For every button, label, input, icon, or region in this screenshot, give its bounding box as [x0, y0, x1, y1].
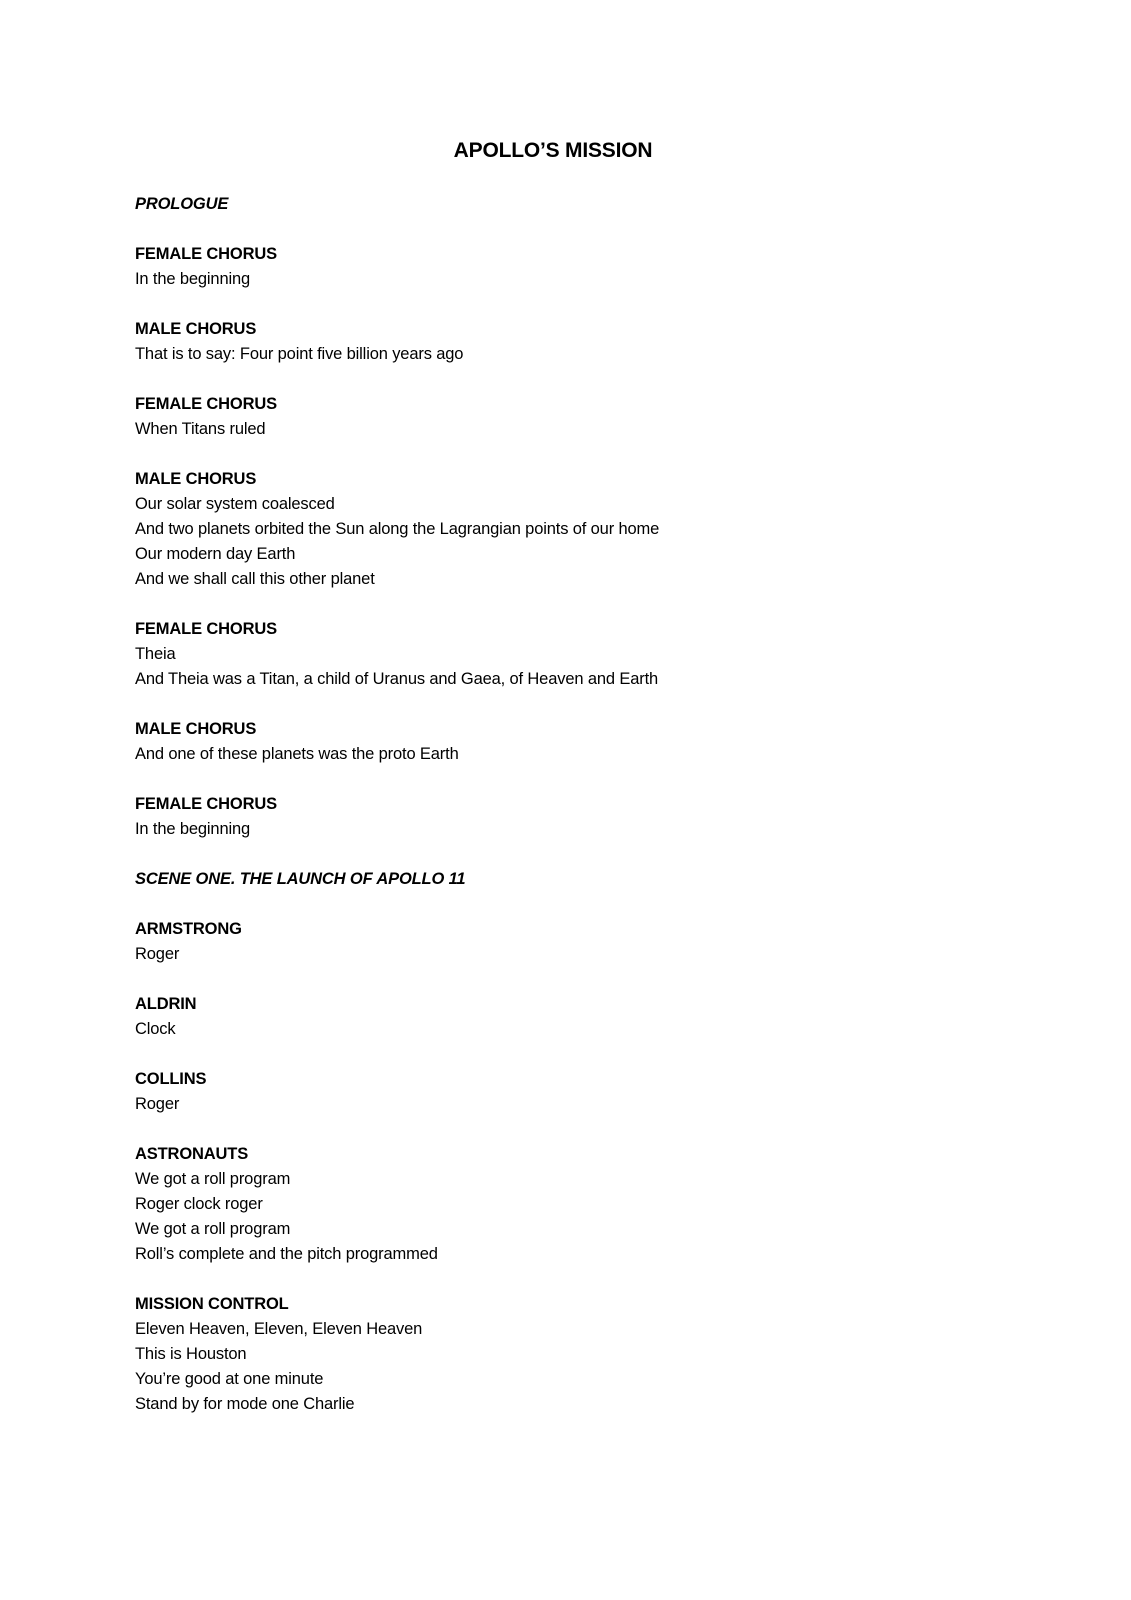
scene-heading: PROLOGUE — [135, 195, 229, 213]
dialogue-line: Stand by for mode one Charlie — [135, 1395, 355, 1413]
dialogue-line: Roger — [135, 1095, 180, 1113]
dialogue-line: We got a roll program — [135, 1170, 291, 1188]
speech-block — [135, 917, 1035, 967]
dialogue-line: Clock — [135, 1020, 176, 1038]
speech-block — [135, 717, 1035, 767]
dialogue-line: And two planets orbited the Sun along the Lagrangian points of our home — [135, 520, 660, 538]
speech-block — [135, 1067, 1035, 1117]
speaker-name: FEMALE CHORUS — [135, 245, 277, 263]
speech-block — [135, 467, 1035, 592]
scene-heading-block — [135, 192, 1035, 217]
dialogue-line: This is Houston — [135, 1345, 247, 1363]
speech-block — [135, 1142, 1035, 1267]
scene-heading-block — [135, 867, 1035, 892]
dialogue-line: Our solar system coalesced — [135, 495, 335, 513]
dialogue-line: Our modern day Earth — [135, 545, 296, 563]
speaker-name: FEMALE CHORUS — [135, 795, 277, 813]
dialogue-line: That is to say: Four point five billion years ago — [135, 345, 464, 363]
speaker-name: ASTRONAUTS — [135, 1145, 249, 1163]
speech-block — [135, 392, 1035, 442]
dialogue-line: In the beginning — [135, 820, 251, 838]
speech-block — [135, 1292, 1035, 1417]
speaker-name: MALE CHORUS — [135, 720, 257, 738]
dialogue-line: Roger — [135, 945, 180, 963]
dialogue-line: When Titans ruled — [135, 420, 266, 438]
dialogue-line: In the beginning — [135, 270, 251, 288]
speaker-name: COLLINS — [135, 1070, 207, 1088]
speaker-name: ARMSTRONG — [135, 920, 242, 938]
dialogue-line: And we shall call this other planet — [135, 570, 375, 588]
dialogue-line: And Theia was a Titan, a child of Uranus and Gaea, of Heaven and Earth — [135, 670, 659, 688]
speech-block — [135, 242, 1035, 292]
speaker-name: MALE CHORUS — [135, 470, 257, 488]
speech-block — [135, 617, 1035, 692]
script-body — [135, 192, 1035, 1442]
dialogue-line: We got a roll program — [135, 1220, 291, 1238]
dialogue-line: Eleven Heaven, Eleven, Eleven Heaven — [135, 1320, 423, 1338]
speaker-name: ALDRIN — [135, 995, 197, 1013]
speech-block — [135, 792, 1035, 842]
dialogue-line: Roll’s complete and the pitch programmed — [135, 1245, 438, 1263]
dialogue-line: You’re good at one minute — [135, 1370, 324, 1388]
speaker-name: FEMALE CHORUS — [135, 395, 277, 413]
dialogue-line: Roger clock roger — [135, 1195, 263, 1213]
speaker-name: MISSION CONTROL — [135, 1295, 289, 1313]
speaker-name: MALE CHORUS — [135, 320, 257, 338]
dialogue-line: Theia — [135, 645, 176, 663]
speech-block — [135, 992, 1035, 1042]
scene-heading: SCENE ONE. THE LAUNCH OF APOLLO 11 — [135, 870, 466, 888]
document-title: APOLLO’S MISSION — [453, 139, 653, 162]
speech-block — [135, 317, 1035, 367]
dialogue-line: And one of these planets was the proto Earth — [135, 745, 459, 763]
speaker-name: FEMALE CHORUS — [135, 620, 277, 638]
